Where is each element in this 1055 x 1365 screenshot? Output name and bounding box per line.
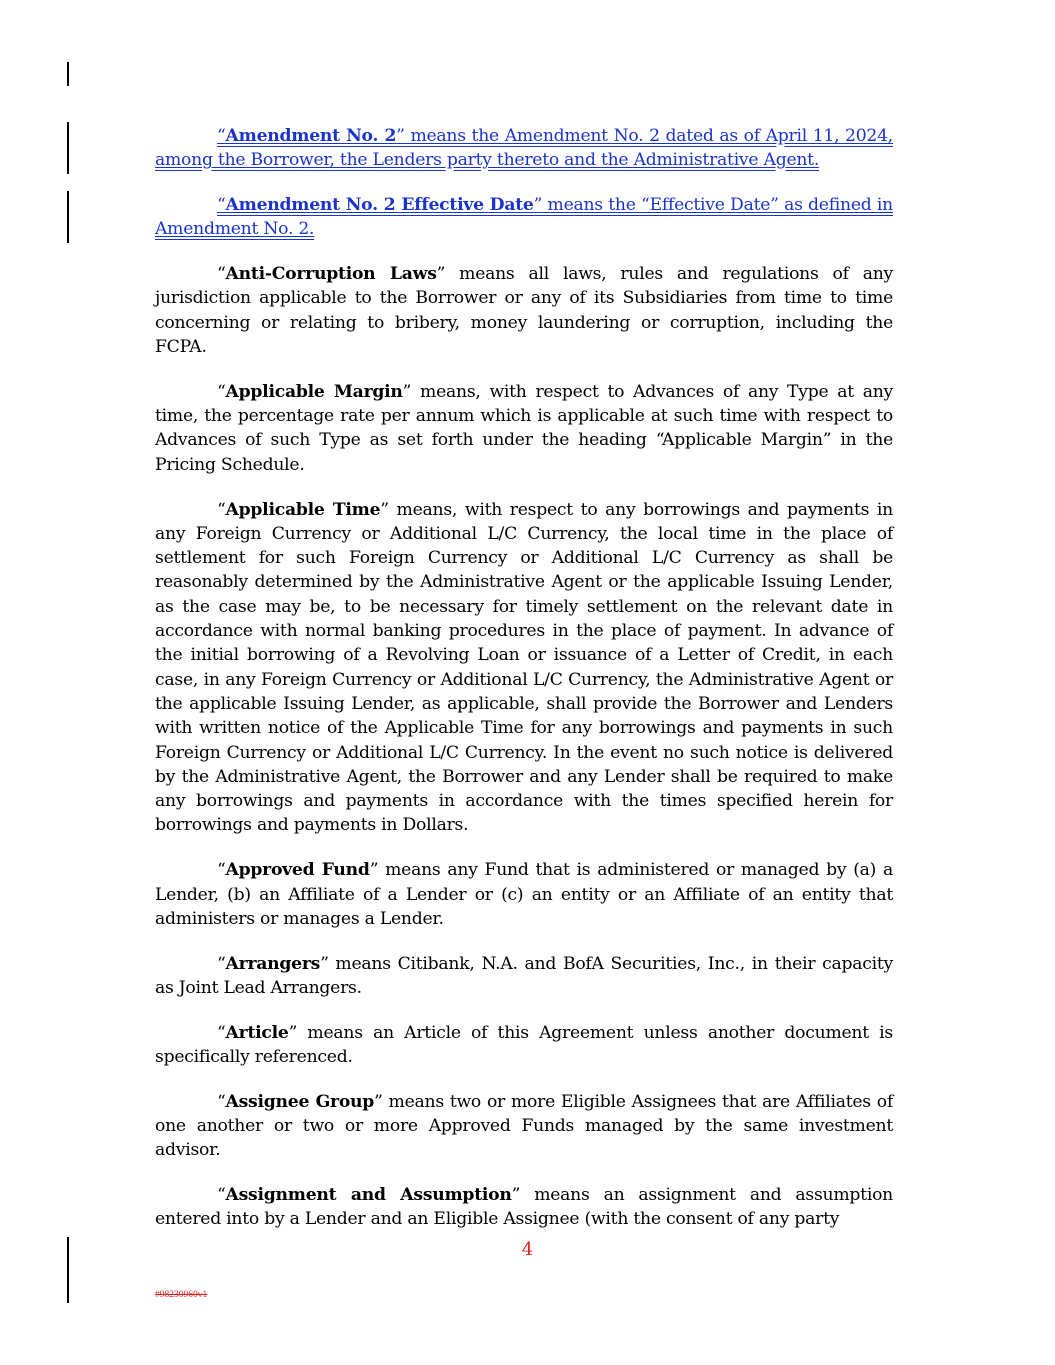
definition-paragraph: “Applicable Margin” means, with respect to Advances of any Type at any time, the percentage rate per annum which is applicable at such time with respect to Advances of such Type as set forth under the heading “Applicable Margin” in the Pricing Schedule. (155, 381, 893, 475)
definition-text: means Citibank, N.A. and BofA Securities, Inc., in their capacity as Joint Lead Arrangers. (155, 953, 893, 998)
definition-text: means, with respect to any borrowings and payments in any Foreign Currency or Additional L/C Currency, the local time in the place of settlement for such Foreign Currency or Additional L/C Currency as shall be reasonably determined by the Administrative Agent or the applicable Issuing Lender, as the case may be, to be necessary for timely settlement on the relevant date in accordance with normal banking procedures in the place of payment. In advance of the initial borrowing of a Revolving Loan or issuance of a Letter of Credit, in each case, in any Foreign Currency or Additional L/C Currency, the Administrative Agent or the applicable Issuing Lender, as applicable, shall provide the Borrower and Lenders with written notice of the Applicable Time for any borrowings and payments in such Foreign Currency or Additional L/C Currency. In the event no such notice is delivered by the Administrative Agent, the Borrower and any Lender shall be required to make any borrowings and payments in accordance with the times specified herein for borrowings and payments in Dollars. (155, 499, 893, 836)
definition-paragraph: “Approved Fund” means any Fund that is administered or managed by (a) a Lender, (b) an Affiliate of a Lender or (c) an entity or an Affiliate of an entity that administers or manages a Lender. (155, 860, 893, 929)
defined-term: Applicable Margin (225, 381, 403, 402)
inserted-text: “Amendment No. 2 Effective Date” means the “Effective Date” as defined in Amendment No. 2. (155, 195, 893, 240)
definition-text: means an Article of this Agreement unless another document is specifically referenced. (155, 1022, 893, 1067)
definition-text: means the Amendment No. 2 dated as of April 11, 2024, among the Borrower, the Lenders party thereto and the Administrative Agent. (155, 126, 893, 171)
definition-paragraph: “Assignment and Assumption” means an assignment and assumption entered into by a Lender and an Eligible Assignee (with the consent of any party (155, 1185, 893, 1230)
definition-text: means any Fund that is administered or managed by (a) a Lender, (b) an Affiliate of a Lender or (c) an entity or an Affiliate of an entity that administers or manages a Lender. (155, 860, 893, 929)
definition-text: means an assignment and assumption entered into by a Lender and an Eligible Assignee (with the consent of any party (155, 1185, 893, 1230)
change-bar (67, 62, 69, 86)
definition-paragraph: “Article” means an Article of this Agreement unless another document is specifically referenced. (155, 1022, 893, 1067)
definition-paragraph: “Arrangers” means Citibank, N.A. and BofA Securities, Inc., in their capacity as Joint Lead Arrangers. (155, 953, 893, 998)
document-page (155, 124, 893, 1252)
defined-term: Assignee Group (225, 1091, 375, 1112)
defined-term: Applicable Time (225, 499, 381, 520)
defined-term: Approved Fund (225, 860, 370, 881)
definition-text: means the “Effective Date” as defined in Amendment No. 2. (155, 195, 893, 240)
change-bar (67, 122, 69, 174)
change-bar (67, 191, 69, 243)
definition-paragraph: “Assignee Group” means two or more Eligible Assignees that are Affiliates of one another or two or more Approved Funds managed by the same investment advisor. (155, 1091, 893, 1161)
defined-term: Amendment No. 2 Effective Date (225, 195, 534, 216)
definition-paragraph: “Anti-Corruption Laws” means all laws, rules and regulations of any jurisdiction applicable to the Borrower or any of its Subsidiaries from time to time concerning or relating to bribery, money laundering or corruption, including the FCPA. (155, 264, 894, 358)
inserted-text: “Amendment No. 2” means the Amendment No. 2 dated as of April 11, 2024, among the Borrower, the Lenders party thereto and the Administrative Agent. (155, 126, 893, 171)
definition-paragraph: “Applicable Time” means, with respect to any borrowings and payments in any Foreign Currency or Additional L/C Currency, the local time in the place of settlement for such Foreign Currency or Additional L/C Currency as shall be reasonably determined by the Administrative Agent or the applicable Issuing Lender, as the case may be, to be necessary for timely settlement on the relevant date in accordance with normal banking procedures in the place of payment. In advance of the initial borrowing of a Revolving Loan or issuance of a Letter of Credit, in each case, in any Foreign Currency or Additional L/C Currency, the Administrative Agent or the applicable Issuing Lender, as applicable, shall provide the Borrower and Lenders with written notice of the Applicable Time for any borrowings and payments in such Foreign Currency or Additional L/C Currency. In the event no such notice is delivered by the Administrative Agent, the Borrower and any Lender shall be required to make any borrowings and payments in accordance with the times specified herein for borrowings and payments in Dollars. (155, 499, 893, 836)
defined-term: Arrangers (225, 953, 321, 974)
defined-term: Assignment and Assumption (225, 1185, 512, 1206)
definition-text: means, with respect to Advances of any Type at any time, the percentage rate per annum which is applicable at such time with respect to Advances of such Type as set forth under the heading “Applicable Margin” in the Pricing Schedule. (155, 381, 893, 475)
defined-term: Article (225, 1022, 289, 1043)
definition-paragraph (155, 193, 893, 242)
definition-text: means all laws, rules and regulations of any jurisdiction applicable to the Borrower or any of its Subsidiaries from time to time concerning or relating to bribery, money laundering or corruption, including the FCPA. (155, 264, 894, 358)
defined-term: Anti-Corruption Laws (225, 264, 437, 285)
definition-text: means two or more Eligible Assignees that are Affiliates of one another or two or more Approved Funds managed by the same investment advisor. (155, 1091, 893, 1161)
defined-term: Amendment No. 2 (225, 126, 397, 146)
document-id: #98230960v1 (155, 1290, 208, 1300)
page-number: 4 (521, 1239, 534, 1260)
definition-paragraph (155, 124, 893, 173)
